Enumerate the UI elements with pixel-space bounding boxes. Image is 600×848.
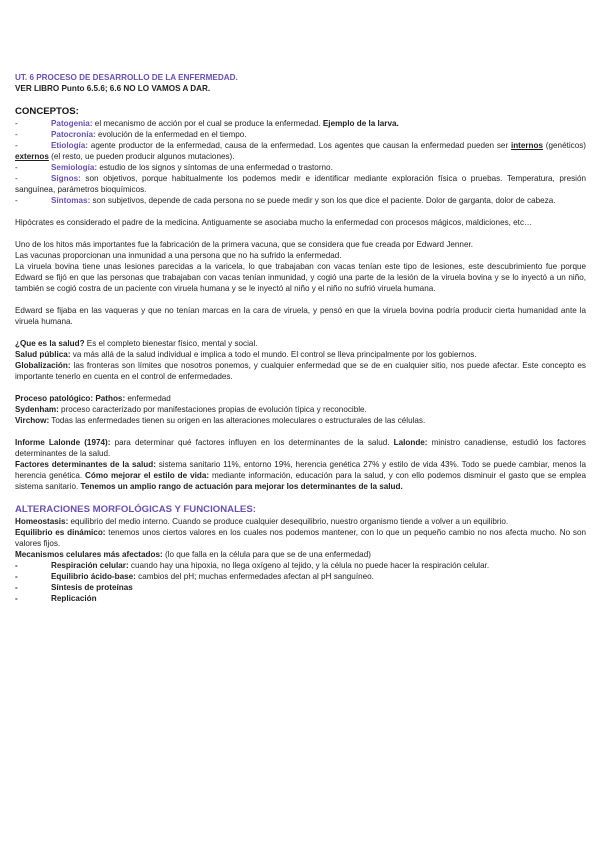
item-acido-base [15, 571, 586, 582]
term-semiologia: Semiología: [51, 163, 98, 172]
term-patogenia: Patogenia: [51, 119, 93, 128]
def-informe-lalonde: para determinar qué factores influyen en los determinantes de la salud. [110, 438, 394, 447]
term-sintesis: Síntesis de proteínas [51, 583, 133, 592]
concept-sintomas [15, 195, 586, 206]
item-replicacion [15, 593, 586, 604]
sydenham [15, 404, 586, 415]
concept-etiologia [15, 140, 586, 162]
proceso-patologico [15, 393, 586, 404]
def-equilibrio-dinamico: tenemos unos ciertos valores en los cuales nos podemos mantener, con lo que un pequeño cambio no nos afecta mucho. No son valores fijos. [15, 528, 586, 548]
def-etiologia: agente productor de la enfermedad, causa de la enfermedad. Los agentes que causan la enfermedad pueden ser [88, 141, 511, 150]
paragraph-hipocrates: Hipócrates es considerado el padre de la medicina. Antiguamente se asociaba mucho la enfermedad con procesos mágicos, maldiciones, etc… [15, 218, 533, 227]
def-salud: Es el completo bienestar físico, mental y social. [84, 339, 258, 348]
def-etiologia-end: (el resto, ue pueden producir algunos mutaciones). [48, 152, 235, 161]
term-sydenham: Sydenham: [15, 405, 59, 414]
book-note: VER LIBRO Punto 6.5.6; 6.6 NO LO VAMOS A DAR. [15, 84, 211, 93]
bullet-dash: - [15, 561, 18, 570]
item-respiracion [15, 560, 586, 571]
term-acido-base: Equilibrio ácido-base: [51, 572, 136, 581]
term-mecanismos: Mecanismos celulares más afectados: [15, 550, 163, 559]
example-larva: Ejemplo de la larva. [322, 119, 399, 128]
item-sintesis [15, 582, 586, 593]
def-lalonde: ministro canadiense, estudió los factores determinantes de la salud. [15, 438, 586, 458]
term-respiracion: Respiración celular: [51, 561, 129, 570]
salud-publica [15, 349, 586, 360]
bullet-dash: - [15, 119, 18, 128]
informe-lalonde [15, 437, 586, 459]
paragraph-vacuna-3: La viruela bovina tiene unas lesiones parecidas a la varicela, lo que trabajaban con vacas tenían este tipo de lesiones, este descubrimiento fue porque Edward se fijó en que las personas que trabajaban con vacas tenían inmunidad, y cogió una parte de la lesión de la viruela bovina y se lo inyectó a un niño, también se cogió costra de un paciente con viruela humana y se le inyectó al niño y el niño no sufrió viruela humana. [15, 262, 586, 293]
homeostasis [15, 516, 586, 527]
bullet-dash: - [15, 196, 18, 205]
def-factores: sistema sanitario 11%, entorno 19%, herencia genética 27% y estilo de vida 43%. Todo se puede cambiar, menos la herencia genética. [15, 460, 586, 480]
concept-semiologia [15, 162, 586, 173]
bullet-dash: - [15, 130, 18, 139]
term-homeostasis: Homeostasis: [15, 517, 69, 526]
def-signos: son objetivos, porque habitualmente los podemos medir e identificar mediante exploración física o pruebas. Temperatura, presión sanguínea, parámetros bioquímicos. [15, 174, 586, 194]
def-patogenia: el mecanismo de acción por el cual se produce la enfermedad. [92, 119, 323, 128]
def-mejorar: mediante información, educación para la salud, y con ello podemos disminuir el gasto que se emplea sistema sanitario. [15, 471, 586, 491]
alteraciones-heading: ALTERACIONES MORFOLÓGICAS Y FUNCIONALES: [15, 504, 256, 515]
conceptos-heading: CONCEPTOS: [15, 106, 79, 117]
equilibrio-dinamico [15, 527, 586, 549]
def-respiracion: cuando hay una hipoxia, no llega oxígeno al tejido, y la célula no puede hacer la respiración celular. [128, 561, 490, 570]
def-etiologia-mid: (genéticos) [543, 141, 587, 150]
def-mecanismos: (lo que falla en la célula para que se de una enfermedad) [162, 550, 371, 559]
term-signos: Signos: [51, 174, 81, 183]
term-equilibrio-dinamico: Equilibrio es dinámico: [15, 528, 106, 537]
paragraph-edward: Edward se fijaba en las vaqueras y que no tenían marcas en la cara de viruela, y pensó en que la viruela bovina podría producir cierta humanidad ante la viruela humana. [15, 306, 586, 326]
term-patocronia: Patocronía: [51, 130, 96, 139]
term-salud-publica: Salud pública: [15, 350, 71, 359]
def-sintomas: son subjetivos, depende de cada persona no se puede medir y son los que dice el paciente. Dolor de garganta, dolor de cabeza. [90, 196, 556, 205]
def-globalizacion: las fronteras son límites que nosotros ponemos, y cualquier enfermedad que se de en cualquier sitio, nos puede afectar. Este concepto es importante tenerlo en cuenta en el control de enfermedades. [15, 361, 586, 381]
bullet-dash: - [15, 163, 18, 172]
term-globalizacion: Globalización: [15, 361, 71, 370]
term-mejorar: Cómo mejorar el estilo de vida: [85, 471, 210, 480]
globalizacion [15, 360, 586, 382]
word-internos: internos [510, 141, 544, 150]
term-salud: ¿Que es la salud? [15, 339, 85, 348]
bullet-dash: - [15, 174, 18, 183]
term-etiologia: Etiología: [51, 141, 89, 150]
def-homeostasis: equilibrio del medio interno. Cuando se produce cualquier desequilibrio, nuestro organismo tiende a volver a un equilibrio. [68, 517, 509, 526]
mecanismos-celulares [15, 549, 586, 560]
term-sintomas: Síntomas: [51, 196, 91, 205]
def-salud-publica: va más allá de la salud individual e implica a todo el mundo. El control se lleva principalmente por los gobiernos. [70, 350, 477, 359]
concept-patogenia [15, 118, 586, 129]
concept-patocronia [15, 129, 586, 140]
factores-determinantes [15, 459, 586, 492]
term-proceso: Proceso patológico: Pathos: [15, 394, 126, 403]
bullet-dash: - [15, 594, 18, 603]
def-virchow: Todas las enfermedades tienen su origen en las alteraciones moleculares o estructurales de las células. [49, 416, 426, 425]
word-externos: externos [15, 152, 49, 161]
def-semiologia: estudio de los signos y síntomas de una enfermedad o trastorno. [97, 163, 333, 172]
concept-signos [15, 173, 586, 195]
bullet-dash: - [15, 141, 18, 150]
virchow [15, 415, 586, 426]
def-proceso: enfermedad [125, 394, 171, 403]
paragraph-vacuna-1: Uno de los hitos más importantes fue la fabricación de la primera vacuna, que se considera que fue creada por Edward Jenner. [15, 240, 473, 249]
salud-definition [15, 338, 586, 349]
term-informe-lalonde: Informe Lalonde (1974): [15, 438, 111, 447]
def-acido-base: cambios del pH; muchas enfermedades afectan al pH sanguíneo. [135, 572, 374, 581]
def-sydenham: proceso caracterizado por manifestaciones propias de evolución típica y reconocible. [58, 405, 367, 414]
document-page [15, 72, 586, 604]
bullet-dash: - [15, 583, 18, 592]
term-virchow: Virchow: [15, 416, 50, 425]
term-factores: Factores determinantes de la salud: [15, 460, 156, 469]
term-lalonde: Lalonde: [393, 438, 428, 447]
def-patocronia: evolución de la enfermedad en el tiempo. [95, 130, 247, 139]
paragraph-vacuna-2: Las vacunas proporcionan una inmunidad a una persona que no ha sufrido la enfermedad. [15, 251, 342, 260]
document-title: UT. 6 PROCESO DE DESARROLLO DE LA ENFERMEDAD. [15, 73, 238, 82]
rango-actuacion: Tenemos un amplio rango de actuación para mejorar los determinantes de la salud. [80, 482, 403, 491]
term-replicacion: Replicación [51, 594, 97, 603]
bullet-dash: - [15, 572, 18, 581]
